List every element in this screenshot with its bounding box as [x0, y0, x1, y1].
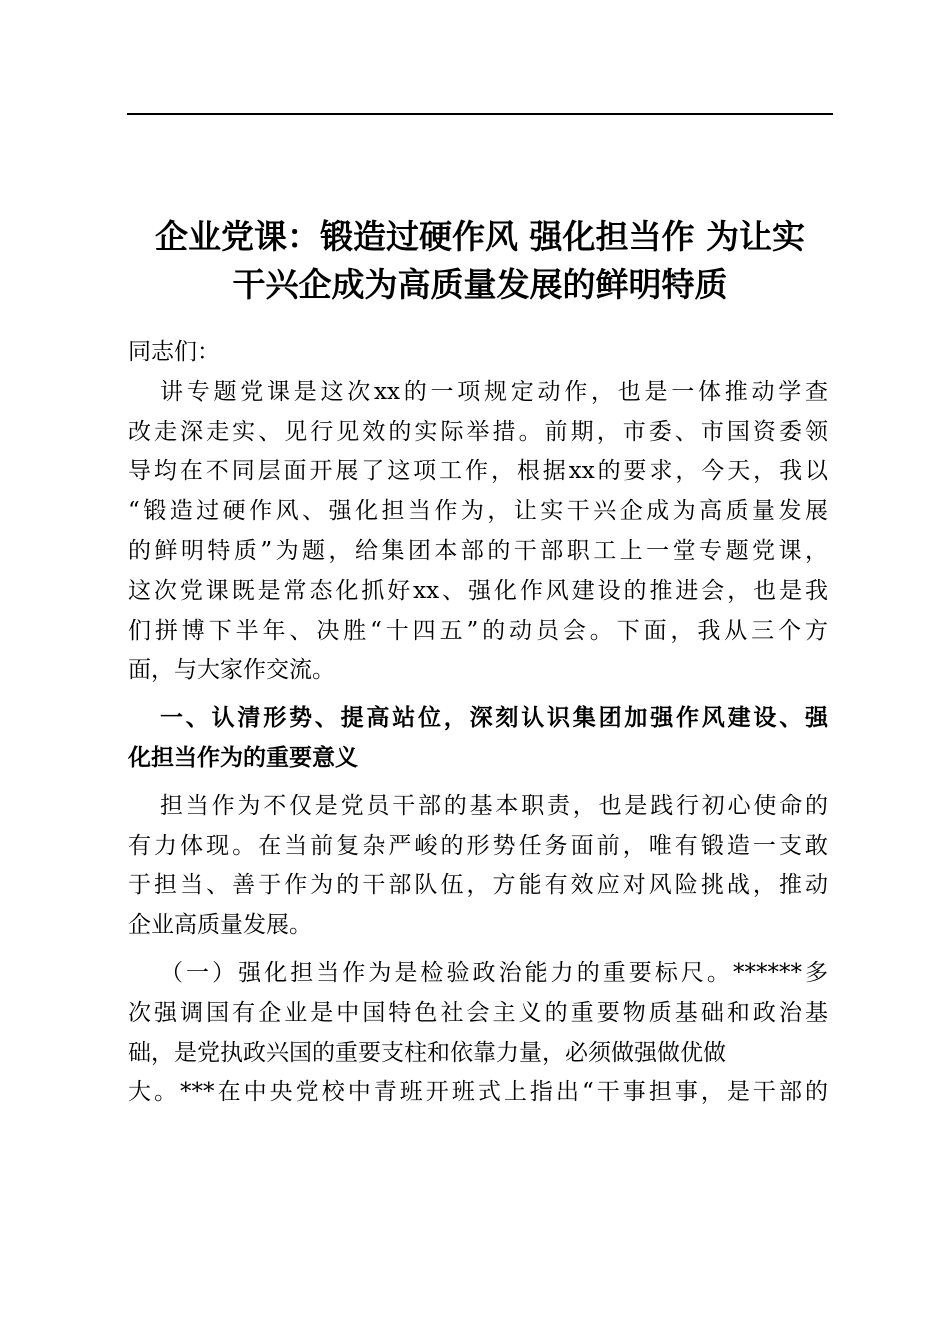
document-title — [120, 213, 840, 309]
intro-line: 导均在不同层面开展了这项工作，根据xx的要求，今天，我以 — [128, 458, 828, 485]
paragraph-line: 有力体现。在当前复杂严峻的形势任务面前，唯有锻造一支敢 — [128, 832, 828, 859]
salutation: 同志们： — [128, 339, 220, 365]
section-heading-line: 一、认清形势、提高站位，深刻认识集团加强作风建设、强 — [160, 705, 828, 732]
section-heading-line: 化担当作为的重要意义 — [128, 744, 358, 771]
intro-line: 讲专题党课是这次xx的一项规定动作，也是一体推动学查 — [160, 378, 828, 405]
intro-paragraph — [128, 373, 828, 691]
paragraph-line: 次强调国有企业是中国特色社会主义的重要物质基础和政治基 — [128, 999, 828, 1026]
document-body — [128, 333, 828, 1113]
intro-line: 这次党课既是常态化抓好xx、强化作风建设的推进会，也是我 — [128, 577, 828, 604]
header-rule — [127, 113, 833, 115]
paragraph-line: 企业高质量发展。 — [128, 912, 312, 939]
paragraph-line: 大。***在中央党校中青班开班式上指出“干事担事，是干部的 — [128, 1079, 828, 1106]
subsection-1-paragraph — [128, 954, 828, 1113]
paragraph-line: 础，是党执政兴国的重要支柱和依靠力量，必须做强做优做 — [128, 1039, 726, 1066]
title-line-1: 企业党课：锻造过硬作风 强化担当作 为让实 — [155, 217, 805, 256]
section-1-paragraph — [128, 787, 828, 946]
intro-line: 改走深走实、见行见效的实际举措。前期，市委、市国资委领 — [128, 418, 828, 445]
title-line-2: 干兴企成为高质量发展的鲜明特质 — [232, 265, 728, 304]
intro-line: 们拼博下半年、决胜“十四五”的动员会。下面，我从三个方 — [128, 617, 828, 644]
intro-line: 的鲜明特质”为题，给集团本部的干部职工上一堂专题党课， — [128, 537, 828, 564]
intro-line: 面，与大家作交流。 — [128, 657, 335, 684]
paragraph-line: 担当作为不仅是党员干部的基本职责，也是践行初心使命的 — [160, 792, 828, 819]
paragraph-line: 于担当、善于作为的干部队伍，方能有效应对风险挑战，推动 — [128, 872, 828, 899]
paragraph-line: （一）强化担当作为是检验政治能力的重要标尺。******多 — [160, 959, 828, 986]
intro-line: “锻造过硬作风、强化担当作为，让实干兴企成为高质量发展 — [128, 498, 828, 525]
section-1-heading — [128, 699, 828, 779]
